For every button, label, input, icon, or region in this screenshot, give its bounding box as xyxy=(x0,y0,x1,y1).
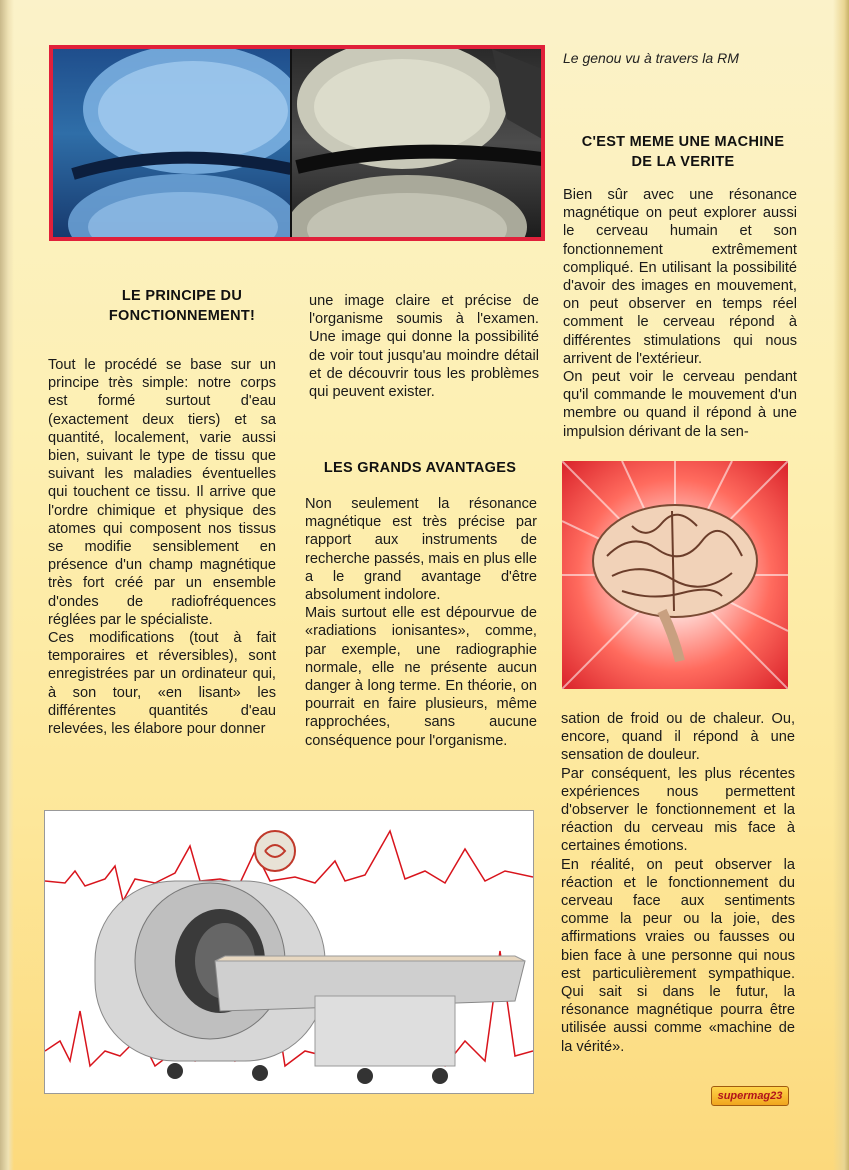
avantages-paragraph: Non seulement la résonance magnétique est très précise par rapport aux instruments de recherche passés, mais en plus elle a le grand avantage d'être absolument indolore. xyxy=(305,496,537,604)
verite-column-bottom xyxy=(561,710,795,1056)
brain-image xyxy=(562,461,788,689)
verite-heading-line1: C'EST MEME UNE MACHINE xyxy=(581,134,785,150)
principe-column-1 xyxy=(48,356,276,738)
principe-paragraph: Ces modifications (tout à fait temporaires et réversibles), sont enregistrées par un ordinateur qui, à son tour, «en lisant» les différentes quantités d'eau relevées, les élabore pour donner xyxy=(48,630,276,738)
magazine-logo xyxy=(711,1086,789,1106)
verite-paragraph: En réalité, on peut observer la réaction et le fonctionnement du cerveau face aux sentiments comme la peur ou la joie, des affirmations vraies ou fausses ou bien face à une personne qui nous est particulièrement sympathique. Qui sait si dans le futur, la résonance magnétique pourra être utilisée aussi comme «machine de la vérité». xyxy=(561,856,795,1055)
principe-paragraph-continued: une image claire et précise de l'organisme soumis à l'examen. Une image qui donne la possibilité de voir tout jusqu'au moindre détail et de découvrir tous les problèmes qui peuvent exister. xyxy=(309,293,539,401)
verite-paragraph: sation de froid ou de chaleur. Ou, encore, quand il répond à une sensation de douleur. xyxy=(561,711,795,764)
knee-mri-grey xyxy=(292,49,541,237)
magazine-brand: supermag xyxy=(717,1090,771,1102)
principe-heading-line1: LE PRINCIPE DU xyxy=(121,288,243,304)
mri-machine-image xyxy=(44,810,534,1094)
avantages-column xyxy=(305,495,537,750)
knee-mri-blue xyxy=(53,49,290,237)
avantages-paragraph: Mais surtout elle est dépourvue de «radiations ionisantes», comme, par exemple, une radiographie normale, elle ne présente aucun danger à long terme. En théorie, on pourrait en faire plusieurs, même rapprochées, sans aucune conséquence pour l'organisme. xyxy=(305,605,537,749)
image-caption: Le genou vu à travers la RM xyxy=(563,50,739,66)
ge-logo-icon xyxy=(255,831,295,871)
page-number: 23 xyxy=(770,1090,783,1102)
principe-heading xyxy=(72,286,292,326)
verite-paragraph: Par conséquent, les plus récentes expériences nous permettent d'observer le fonctionnement et la réaction du cerveau mis face à certaines émotions. xyxy=(561,765,795,855)
verite-paragraph: Bien sûr avec une résonance magnétique on peut explorer aussi le cerveau humain et son fonctionnement extrêmement compliqué. En utilisant la possibilité d'avoir des images en mouvement, on peut observer en temps réel comment le cerveau répond à différentes stimulations qui nous arrivent de l'extérieur. xyxy=(563,187,797,367)
principe-paragraph: Tout le procédé se base sur un principe très simple: notre corps est formé surtout d'eau (exactement deux tiers) et sa quantité, localement, varie aussi bien, suivant le type de tissu que suivant les maladies éventuelles qui touchent ce tissu. Il arrive que l'ordre chimique et physique des atomes qui composent nos tissus se modifie sensiblement en présence d'un champ magnétique très fort créé par un ensemble d'ondes de radiofréquences réglées par le spécialiste. xyxy=(48,357,276,628)
knee-mri-images xyxy=(49,45,545,241)
verite-heading xyxy=(563,132,803,172)
verite-heading-line2: DE LA VERITE xyxy=(631,154,735,170)
verite-column-top xyxy=(563,186,797,441)
principe-column-2 xyxy=(309,292,539,401)
principe-heading-line2: FONCTIONNEMENT! xyxy=(108,308,256,324)
verite-paragraph: On peut voir le cerveau pendant qu'il commande le mouvement d'un membre ou quand il répond à une impulsion dérivant de la sen- xyxy=(563,369,797,440)
avantages-heading: LES GRANDS AVANTAGES xyxy=(323,460,517,476)
page-binding-edge xyxy=(0,0,14,1170)
page-right-edge xyxy=(833,0,849,1170)
